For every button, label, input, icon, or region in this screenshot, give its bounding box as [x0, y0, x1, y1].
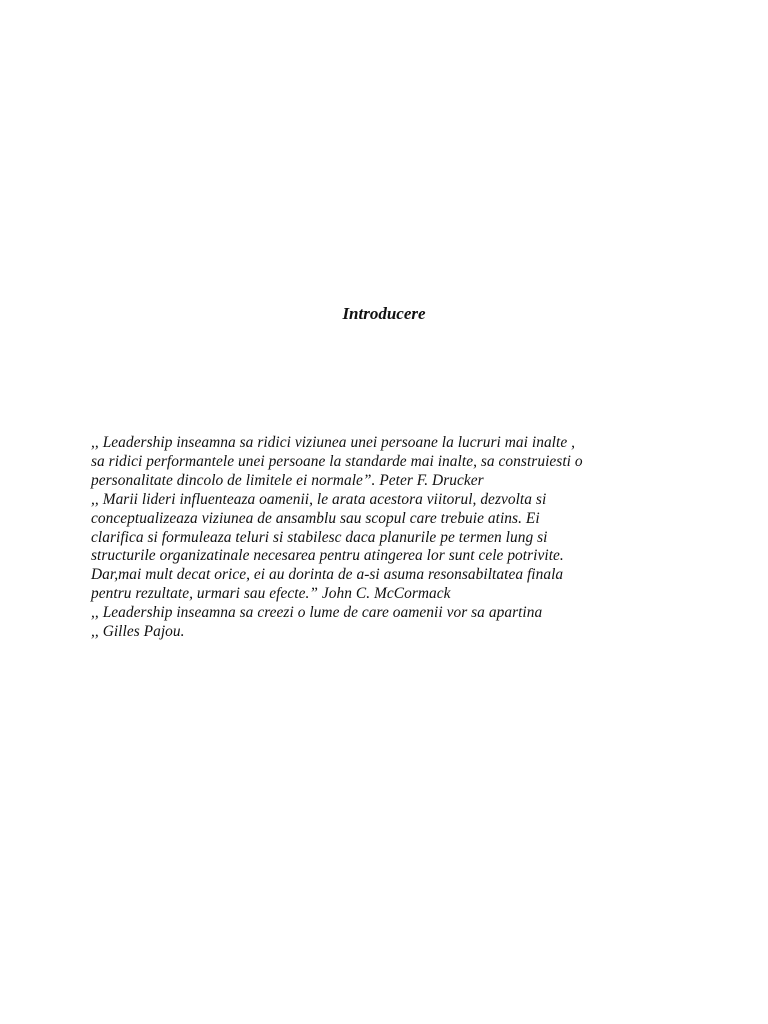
text-line: sa ridici performantele unei persoane la standarde mai inalte, sa construiesti o: [91, 452, 583, 470]
text-line: ,, Leadership inseamna sa creezi o lume de care oamenii vor sa apartina: [91, 604, 543, 622]
text-line: ,, Marii lideri influenteaza oamenii, le arata acestora viitorul, dezvolta si: [91, 490, 547, 508]
quotes-paragraph: [91, 434, 691, 642]
text-line: pentru rezultate, urmari sau efecte.” John C. McCormack: [91, 585, 451, 603]
text-line: personalitate dincolo de limitele ei normale”. Peter F. Drucker: [91, 471, 484, 489]
page-title: Introducere: [342, 304, 426, 323]
text-line: conceptualizeaza viziunea de ansamblu sau scopul care trebuie atins. Ei: [91, 509, 540, 527]
text-line: clarifica si formuleaza teluri si stabilesc daca planurile pe termen lung si: [91, 528, 548, 546]
text-line: ,, Gilles Pajou.: [91, 623, 185, 641]
text-line: Dar,mai mult decat orice, ei au dorinta de a-si asuma resonsabiltatea finala: [91, 566, 564, 584]
text-line: structurile organizatinale necesarea pentru atingerea lor sunt cele potrivite.: [91, 547, 564, 565]
text-line: ,, Leadership inseamna sa ridici viziunea unei persoane la lucruri mai inalte ,: [91, 434, 576, 451]
